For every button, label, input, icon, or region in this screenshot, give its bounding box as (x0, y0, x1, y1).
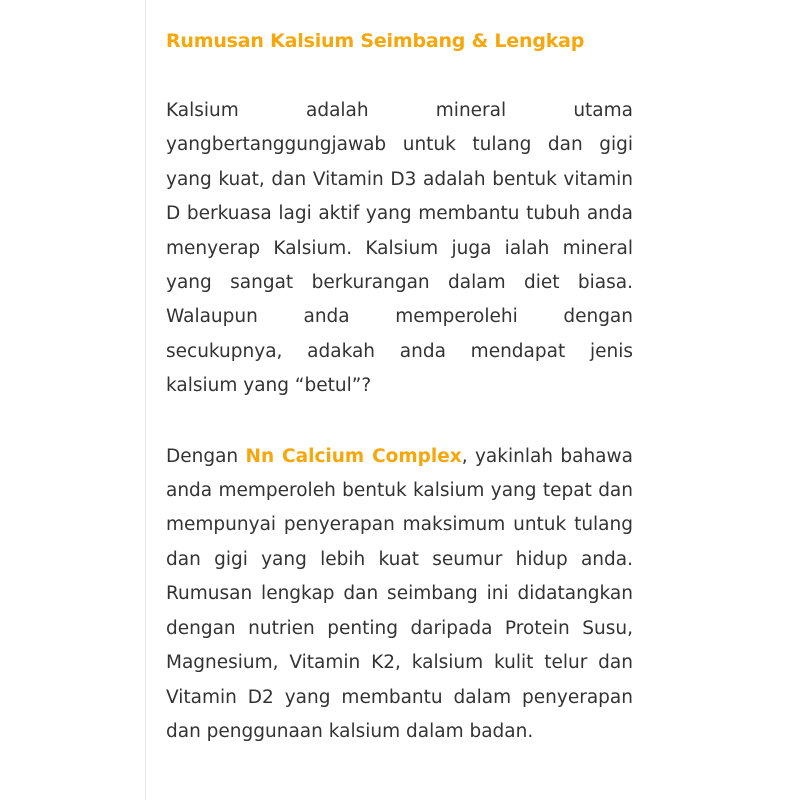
paragraph-body-text: , yakinlah bahawa anda memperoleh bentuk kalsium yang tepat dan mempunyai penyerapan maksimum untuk tulang dan gigi yang lebih kuat seumur hidup anda. Rumusan lengkap dan seimbang ini didatangkan dengan nutrien penting daripada Protein Susu, Magnesium, Vitamin K2, kalsium kulit telur dan Vitamin D2 yang membantu dalam penyerapan dan penggunaan kalsium dalam badan. (166, 445, 633, 742)
paragraph-product-benefits (166, 440, 633, 750)
paragraph-calcium-intro: Kalsium adalah mineral utama yangbertanggungjawab untuk tulang dan gigi yang kuat, dan Vitamin D3 adalah bentuk vitamin D berkuasa lagi aktif yang membantu tubuh anda menyerap Kalsium. Kalsium juga ialah mineral yang sangat berkurangan dalam diet biasa. Walaupun anda memperolehi dengan secukupnya, adakah anda mendapat jenis kalsium yang “betul”? (166, 100, 633, 397)
paragraph-prefix-text: Dengan (166, 445, 246, 467)
left-divider-line (145, 0, 146, 800)
section-heading: Rumusan Kalsium Seimbang & Lengkap (166, 30, 585, 52)
product-name-highlight: Nn Calcium Complex (245, 445, 462, 467)
article-content (166, 26, 633, 749)
